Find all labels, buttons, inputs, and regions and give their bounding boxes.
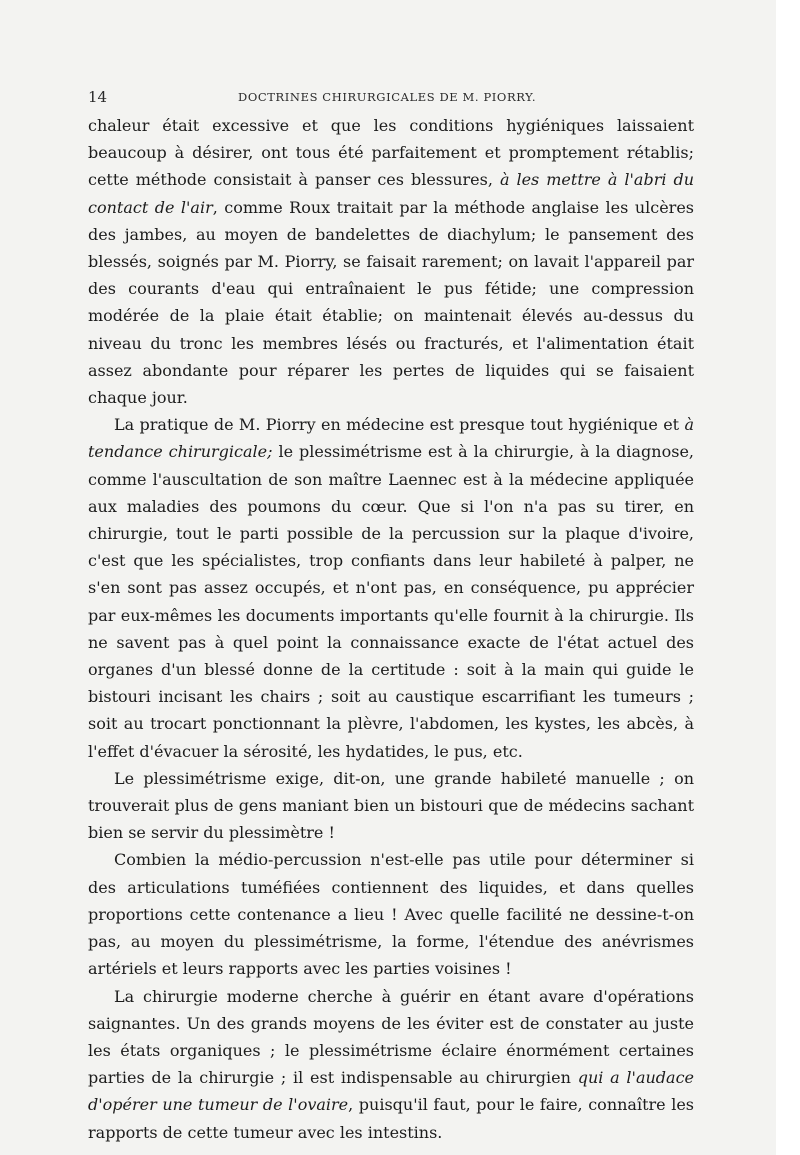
page-header xyxy=(88,88,694,106)
page-margin xyxy=(776,0,800,1155)
paragraph: La pratique de M. Piorry en médecine est presque tout hygiénique et à tendance chirurgicale; le plessimétrisme est à la chirurgie, à la diagnose, comme l'auscultation de son maître Laennec est à la médecine appliquée aux maladies des poumons du cœur. Que si l'on n'a pas su tirer, en chirurgie, tout le parti possible de la percussion sur la plaque d'ivoire, c'est que les spécialistes, trop confiants dans leur habileté à palper, ne s'en sont pas assez occupés, et n'ont pas, en conséquence, pu apprécier par eux-mêmes les documents importants qu'elle fournit à la chirurgie. Ils ne savent pas à quel point la connaissance exacte de l'état actuel des organes d'un blessé donne de la certitude : soit à la main qui guide le bistouri incisant les chairs ; soit au caustique escarrifiant les tumeurs ; soit au trocart ponctionnant la plèvre, l'abdomen, les kystes, les abcès, à l'effet d'évacuer la sérosité, les hydatides, le pus, etc. xyxy=(88,415,695,761)
page-body xyxy=(88,112,694,1146)
paragraph: chaleur était excessive et que les conditions hygiéniques laissaient beaucoup à désirer, ont tous été parfaitement et promptement rétablis; cette méthode consistait à panser ces blessures, à les mettre à l'abri du contact de l'air, comme Roux traitait par la méthode anglaise les ulcères des jambes, au moyen de bandelettes de diachylum; le pansement des blessés, soignés par M. Piorry, se faisait rarement; on lavait l'appareil par des courants d'eau qui entraînaient le pus fétide; une compression modérée de la plaie était établie; on maintenait élevés au-dessus du niveau du tronc les membres lésés ou fracturés, et l'alimentation était assez abondante pour réparer les pertes de liquides qui se faisaient chaque jour. xyxy=(88,116,695,408)
running-title: DOCTRINES CHIRURGICALES DE M. PIORRY. xyxy=(238,90,537,104)
paragraph: La chirurgie moderne cherche à guérir en étant avare d'opérations saignantes. Un des grands moyens de les éviter est de constater au juste les états organiques ; le plessimétrisme éclaire énormément certaines parties de la chirurgie ; il est indispensable au chirurgien qui a l'audace d'opérer une tumeur de l'ovaire, puisqu'il faut, pour le faire, connaître les rapports de cette tumeur avec les intestins. xyxy=(88,986,695,1142)
paragraph: Combien la médio-percussion n'est-elle pas utile pour déterminer si des articulations tuméfiées contiennent des liquides, et dans quelles proportions cette contenance a lieu ! Avec quelle facilité ne dessine-t-on pas, au moyen du plessimétrisme, la forme, l'étendue des anévrismes artériels et leurs rapports avec les parties voisines ! xyxy=(88,850,694,979)
paragraph: Le plessimétrisme exige, dit-on, une grande habileté manuelle ; on trouverait plus de gens maniant bien un bistouri que de médecins sachant bien se servir du plessimètre ! xyxy=(88,768,694,843)
page-number: 14 xyxy=(88,88,108,106)
